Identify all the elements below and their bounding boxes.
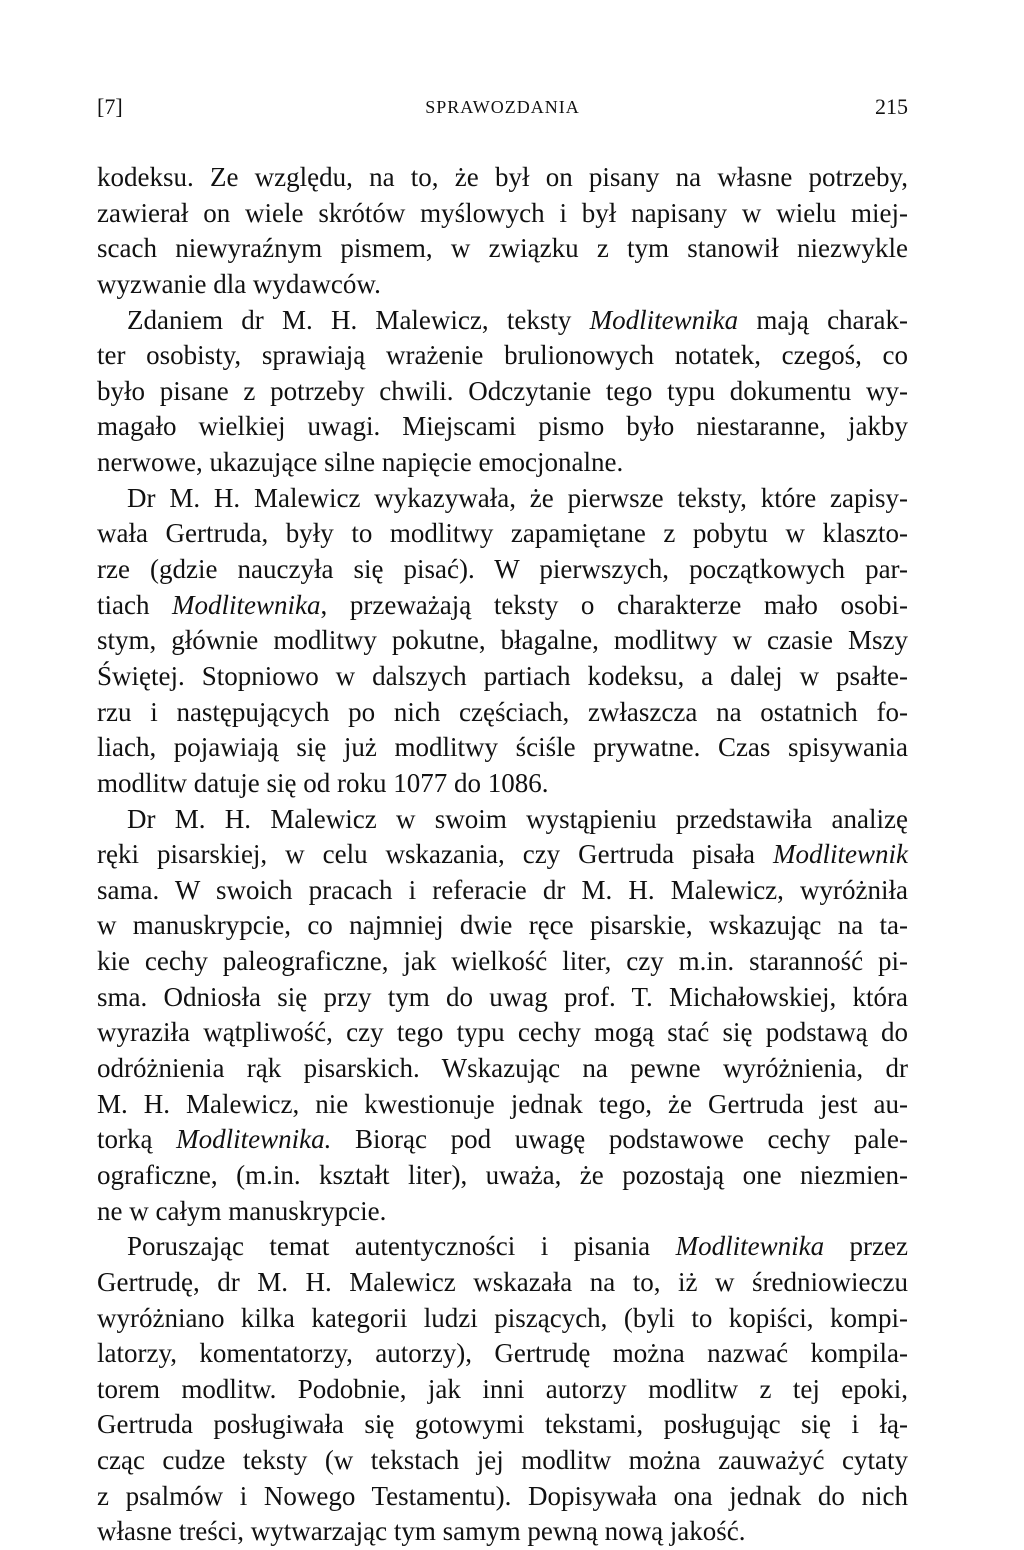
text-run: magało wielkiej uwagi. Miejscami pismo było niestaranne, jakby [97, 411, 908, 442]
text-line [97, 516, 908, 552]
text-run: Gertruda posługiwała się gotowymi tekstami, posługując się i łą- [97, 1409, 908, 1440]
text-run: , przeważają teksty o charakterze mało osobi- [320, 589, 908, 620]
italic-title: Modlitewnika [675, 1231, 825, 1262]
text-run: stym, głównie modlitwy pokutne, błagalne, modlitwy w czasie Mszy [97, 625, 908, 656]
text-line [97, 303, 908, 339]
text-run: sma. Odniosła się przy tym do uwag prof. T. Michałowskiej, która [97, 981, 908, 1012]
text-line [97, 588, 908, 624]
text-run: torem modlitw. Podobnie, jak inni autorzy modlitw z tej epoki, [97, 1373, 908, 1404]
text-run: rze (gdzie nauczyła się pisać). W pierwszych, początkowych par- [97, 554, 908, 585]
text-run: nerwowe, ukazujące silne napięcie emocjonalne. [97, 447, 624, 478]
page-number: 215 [875, 94, 908, 119]
text-run: własne treści, wytwarzając tym samym pewną nową jakość. [97, 1516, 746, 1547]
text-run: liach, pojawiają się już modlitwy ściśle prywatne. Czas spisywania [97, 732, 908, 763]
text-line [97, 1479, 908, 1515]
text-run: latorzy, komentatorzy, autorzy), Gertrudę można nazwać kompila- [97, 1338, 908, 1369]
text-run: z psalmów i Nowego Testamentu). Dopisywała ona jednak do nich [97, 1480, 908, 1511]
text-run: ograficzne, (m.in. kształt liter), uważa, że pozostają one niezmien- [97, 1159, 908, 1190]
text-run: Gertrudę, dr M. H. Malewicz wskazała na to, iż w średniowieczu [97, 1266, 908, 1297]
text-run: rzu i następujących po nich częściach, zwłaszcza na ostatnich fo- [97, 696, 908, 727]
text-run: wyróżniano kilka kategorii ludzi piszących, (byli to kopiści, kompi- [97, 1302, 908, 1333]
text-line [97, 730, 908, 766]
text-run: Poruszając temat autentyczności i pisania [127, 1231, 676, 1262]
text-line [97, 623, 908, 659]
text-line [97, 1194, 908, 1230]
italic-title: Modlitewnik [773, 839, 908, 870]
text-run: Dr M. H. Malewicz wykazywała, że pierwsze teksty, które zapisy- [127, 482, 908, 513]
text-line [97, 1087, 908, 1123]
text-run: Świętej. Stopniowo w dalszych partiach kodeksu, a dalej w psałte- [97, 660, 908, 691]
text-run: Dr M. H. Malewicz w swoim wystąpieniu przedstawiła analizę [127, 803, 908, 834]
text-line [97, 1051, 908, 1087]
text-line [97, 338, 908, 374]
text-line [97, 160, 908, 196]
text-run: cząc cudze teksty (w tekstach jej modlitw można zauważyć cytaty [97, 1445, 908, 1476]
text-line [97, 944, 908, 980]
text-line [97, 1301, 908, 1337]
text-run: scach niewyraźnym pismem, w związku z tym stanowił niezwykle [97, 233, 908, 264]
text-line [97, 409, 908, 445]
text-line [97, 695, 908, 731]
text-line [97, 1015, 908, 1051]
text-run: wyzwanie dla wydawców. [97, 268, 381, 299]
text-line [97, 1158, 908, 1194]
text-run: ręki pisarskiej, w celu wskazania, czy Gertruda pisała [97, 839, 774, 870]
running-header [97, 92, 908, 122]
text-line [97, 1514, 908, 1550]
text-line [97, 1372, 908, 1408]
text-line [97, 267, 908, 303]
text-line [97, 1265, 908, 1301]
text-run: w manuskrypcie, co najmniej dwie ręce pisarskie, wskazując na ta- [97, 910, 908, 941]
text-run: torką [97, 1124, 177, 1155]
text-run: kodeksu. Ze względu, na to, że był on pisany na własne potrzeby, [97, 162, 908, 192]
section-number: [7] [97, 94, 123, 119]
text-run: modlitw datuje się od roku 1077 do 1086. [97, 767, 549, 798]
text-run: sama. W swoich pracach i referacie dr M. H. Malewicz, wyróżniła [97, 874, 908, 905]
text-run: Biorąc pod uwagę podstawowe cechy pale- [331, 1124, 908, 1155]
paragraph [97, 1229, 908, 1550]
body-text [97, 160, 908, 1550]
text-line [97, 552, 908, 588]
text-run: tiach [97, 589, 173, 620]
text-line [97, 873, 908, 909]
text-line [97, 1229, 908, 1265]
text-run: wyraziła wątpliwość, czy tego typu cechy mogą stać się podstawą do [97, 1017, 908, 1048]
paragraph [97, 481, 908, 802]
text-line [97, 374, 908, 410]
italic-title: Modlitewnika [172, 589, 321, 620]
italic-title: Modlitewnika [589, 304, 739, 335]
text-run: przez [824, 1231, 908, 1262]
text-line [97, 1443, 908, 1479]
text-run: kie cechy paleograficzne, jak wielkość liter, czy m.in. staranność pi- [97, 946, 908, 977]
text-line [97, 802, 908, 838]
text-run: mają charak- [738, 304, 909, 335]
paragraph [97, 303, 908, 481]
text-run: zawierał on wiele skrótów myślowych i był napisany w wielu miej- [97, 197, 908, 228]
text-line [97, 1336, 908, 1372]
text-line [97, 837, 908, 873]
text-line [97, 196, 908, 232]
text-line [97, 445, 908, 481]
text-run: ter osobisty, sprawiają wrażenie brulionowych notatek, czegoś, co [97, 340, 908, 371]
text-run: M. H. Malewicz, nie kwestionuje jednak tego, że Gertruda jest au- [97, 1088, 908, 1119]
running-title: SPRAWOZDANIA [425, 97, 580, 117]
text-run: odróżnienia rąk pisarskich. Wskazując na pewne wyróżnienia, dr [97, 1053, 908, 1084]
paragraph [97, 802, 908, 1230]
text-line [97, 231, 908, 267]
text-line [97, 1407, 908, 1443]
paragraph [97, 160, 908, 303]
text-line [97, 1122, 908, 1158]
text-line [97, 481, 908, 517]
text-run: ne w całym manuskrypcie. [97, 1195, 387, 1226]
text-line [97, 659, 908, 695]
text-run: było pisane z potrzeby chwili. Odczytanie tego typu dokumentu wy- [97, 375, 908, 406]
text-run: wała Gertruda, były to modlitwy zapamiętane z pobytu w klaszto- [97, 518, 908, 549]
text-line [97, 980, 908, 1016]
italic-title: Modlitewnika. [176, 1124, 332, 1155]
text-line [97, 766, 908, 802]
text-run: Zdaniem dr M. H. Malewicz, teksty [127, 304, 590, 335]
text-line [97, 908, 908, 944]
